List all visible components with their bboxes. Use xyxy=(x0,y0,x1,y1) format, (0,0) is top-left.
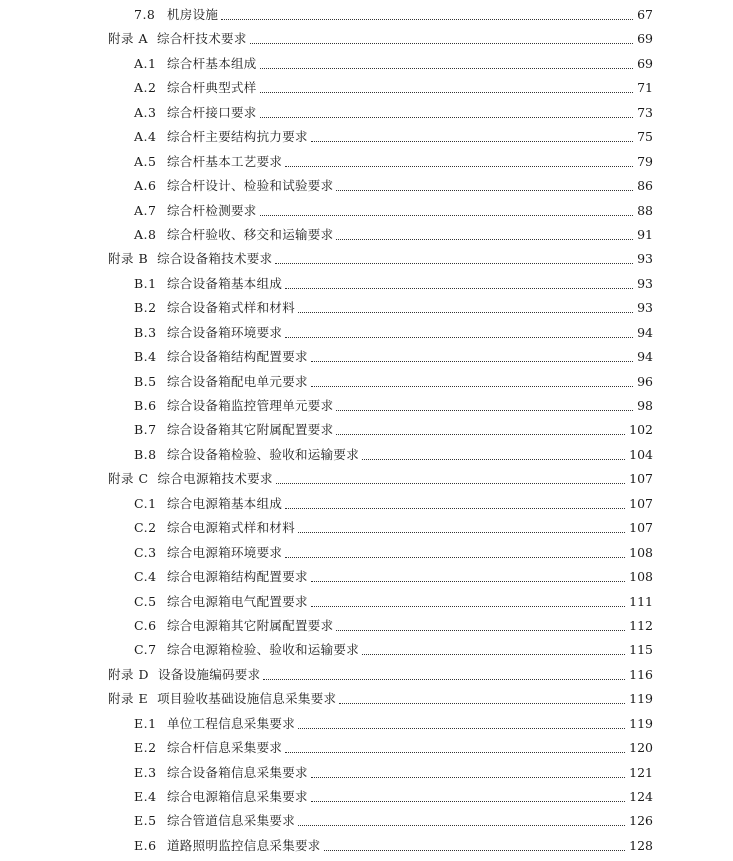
toc-entry-number: B.7 xyxy=(134,422,157,438)
toc-entry-heading xyxy=(134,52,257,76)
toc-dot-leader xyxy=(311,384,633,387)
toc-entry-number: C.4 xyxy=(134,569,157,585)
toc-entry-title: 综合电源箱技术要求 xyxy=(157,471,273,487)
toc-entry-title: 综合电源箱结构配置要求 xyxy=(167,569,308,585)
toc-entry-heading xyxy=(134,223,333,247)
toc-entry-page-number: 93 xyxy=(637,251,653,267)
toc-dot-leader xyxy=(285,164,633,167)
toc-entry-number: C.7 xyxy=(134,642,157,658)
toc-entry-heading xyxy=(134,150,282,174)
toc-entry-title: 综合电源箱信息采集要求 xyxy=(167,789,308,804)
toc-dot-leader xyxy=(285,286,633,289)
toc-dot-leader xyxy=(362,457,625,460)
toc-entry-title: 综合杆信息采集要求 xyxy=(167,740,283,756)
toc-entry-title: 综合杆设计、检验和试验要求 xyxy=(167,178,334,194)
toc-entry-heading xyxy=(108,27,247,51)
toc-dot-leader xyxy=(324,848,626,851)
toc-entry-heading xyxy=(108,687,336,711)
toc-section-entry[interactable] xyxy=(0,321,733,345)
toc-entry-heading xyxy=(134,614,333,638)
toc-section-entry[interactable] xyxy=(0,394,733,418)
toc-entry-number: 7.8 xyxy=(134,7,156,22)
toc-dot-leader xyxy=(263,677,625,680)
toc-entry-heading xyxy=(134,809,295,833)
toc-entry-title: 综合电源箱环境要求 xyxy=(167,544,283,560)
toc-dot-leader xyxy=(298,530,625,533)
toc-entry-page-number: 119 xyxy=(629,715,653,731)
toc-entry-number: E.4 xyxy=(134,789,157,804)
toc-section-entry[interactable] xyxy=(0,590,733,614)
toc-entry-number: C.6 xyxy=(134,617,157,633)
toc-entry-title: 项目验收基础设施信息采集要求 xyxy=(157,691,337,707)
toc-entry-heading xyxy=(134,3,218,27)
toc-entry-page-number: 73 xyxy=(637,104,653,120)
toc-dot-leader xyxy=(298,726,625,729)
toc-section-entry[interactable] xyxy=(0,150,733,174)
toc-entry-title: 设备设施编码要求 xyxy=(158,666,261,682)
toc-entry-title: 综合设备箱检验、验收和运输要求 xyxy=(167,446,360,462)
toc-entry-page-number: 111 xyxy=(629,593,653,609)
toc-section-entry[interactable] xyxy=(0,272,733,296)
toc-entry-page-number: 115 xyxy=(629,642,653,658)
toc-entry-heading xyxy=(134,443,359,467)
toc-entry-title: 综合设备箱信息采集要求 xyxy=(167,764,308,780)
toc-dot-leader xyxy=(276,481,625,484)
toc-section-entry[interactable] xyxy=(0,736,733,760)
toc-entry-title: 单位工程信息采集要求 xyxy=(167,715,296,731)
toc-entry-number: 附录 B xyxy=(108,251,149,267)
toc-section-entry[interactable] xyxy=(0,418,733,442)
toc-entry-number: E.2 xyxy=(134,740,157,756)
toc-entry-page-number: 107 xyxy=(629,495,653,511)
toc-dot-leader xyxy=(336,408,633,411)
toc-section-entry[interactable] xyxy=(0,76,733,100)
toc-entry-page-number: 96 xyxy=(637,373,653,389)
toc-entry-title: 综合电源箱其它附属配置要求 xyxy=(167,617,334,633)
toc-section-entry[interactable] xyxy=(0,614,733,638)
toc-entry-page-number: 124 xyxy=(629,789,653,804)
toc-entry-heading xyxy=(134,296,295,320)
toc-entry-title: 综合设备箱配电单元要求 xyxy=(167,373,308,389)
toc-entry-number: A.5 xyxy=(134,153,157,169)
toc-dot-leader xyxy=(285,555,625,558)
toc-entry-number: B.6 xyxy=(134,398,157,413)
toc-entry-page-number: 108 xyxy=(629,569,653,585)
toc-entry-number: A.6 xyxy=(134,178,157,194)
toc-entry-heading xyxy=(134,590,308,614)
toc-section-entry[interactable] xyxy=(0,516,733,540)
toc-dot-leader xyxy=(285,335,633,338)
toc-entry-page-number: 121 xyxy=(629,764,653,780)
toc-entry-number: B.3 xyxy=(134,324,157,340)
toc-entry-page-number: 79 xyxy=(637,153,653,169)
toc-entry-page-number: 108 xyxy=(629,544,653,560)
toc-entry-number: A.3 xyxy=(134,104,157,120)
toc-entry-title: 机房设施 xyxy=(167,7,219,22)
toc-section-entry[interactable] xyxy=(0,370,733,394)
toc-dot-leader xyxy=(260,115,633,118)
toc-entry-page-number: 88 xyxy=(637,202,653,218)
toc-section-entry[interactable] xyxy=(0,638,733,662)
toc-entry-number: B.1 xyxy=(134,275,157,291)
toc-entry-number: C.5 xyxy=(134,593,157,609)
toc-dot-leader xyxy=(339,701,625,704)
toc-entry-number: 附录 C xyxy=(108,471,149,487)
toc-entry-number: B.5 xyxy=(134,373,157,389)
toc-dot-leader xyxy=(250,41,633,44)
toc-entry-title: 综合杆主要结构抗力要求 xyxy=(167,129,308,145)
toc-entry-page-number: 112 xyxy=(629,617,653,633)
toc-dot-leader xyxy=(336,237,633,240)
toc-entry-heading xyxy=(134,418,333,442)
toc-dot-leader xyxy=(285,750,625,753)
toc-appendix-entry[interactable] xyxy=(0,663,733,687)
toc-entry-page-number: 91 xyxy=(637,226,653,242)
toc-entry-title: 综合杆接口要求 xyxy=(167,104,257,120)
toc-entry-page-number: 67 xyxy=(637,7,653,22)
toc-entry-heading xyxy=(134,125,308,149)
toc-entry-page-number: 69 xyxy=(637,31,653,47)
toc-section-entry[interactable] xyxy=(0,712,733,736)
toc-section-entry[interactable] xyxy=(0,174,733,198)
toc-dot-leader xyxy=(311,579,625,582)
toc-entry-heading xyxy=(134,736,282,760)
toc-entry-title: 综合电源箱检验、验收和运输要求 xyxy=(167,642,360,658)
toc-dot-leader xyxy=(311,139,633,142)
toc-entry-number: C.1 xyxy=(134,495,157,511)
toc-entry-heading xyxy=(108,247,272,271)
toc-entry-heading xyxy=(134,321,282,345)
toc-section-entry[interactable] xyxy=(0,785,733,809)
toc-entry-number: A.8 xyxy=(134,226,157,242)
toc-section-entry[interactable] xyxy=(0,809,733,833)
toc-entry-heading xyxy=(134,785,308,809)
toc-entry-heading xyxy=(134,638,359,662)
toc-entry-page-number: 93 xyxy=(637,275,653,291)
toc-entry-title: 综合设备箱式样和材料 xyxy=(167,300,296,316)
toc-appendix-entry[interactable] xyxy=(0,687,733,711)
toc-entry-number: A.4 xyxy=(134,129,157,145)
toc-entry-title: 综合电源箱基本组成 xyxy=(167,495,283,511)
toc-section-entry[interactable] xyxy=(0,834,733,858)
toc-entry-heading xyxy=(134,394,333,418)
toc-entry-heading xyxy=(134,761,308,785)
table-of-contents xyxy=(0,3,733,858)
toc-dot-leader xyxy=(298,823,625,826)
toc-entry-number: 附录 D xyxy=(108,666,149,682)
toc-entry-number: A.7 xyxy=(134,202,157,218)
toc-section-entry[interactable] xyxy=(0,296,733,320)
toc-entry-title: 综合杆典型式样 xyxy=(167,80,257,96)
toc-entry-title: 综合设备箱基本组成 xyxy=(167,275,283,291)
toc-entry-page-number: 86 xyxy=(637,178,653,194)
toc-entry-heading xyxy=(134,712,295,736)
toc-entry-number: E.1 xyxy=(134,715,157,731)
toc-dot-leader xyxy=(362,652,625,655)
toc-entry-title: 综合设备箱监控管理单元要求 xyxy=(167,398,334,413)
toc-entry-page-number: 98 xyxy=(637,398,653,413)
toc-entry-title: 综合设备箱环境要求 xyxy=(167,324,283,340)
toc-entry-page-number: 102 xyxy=(629,422,653,438)
toc-section-entry[interactable] xyxy=(0,565,733,589)
toc-appendix-entry[interactable] xyxy=(0,247,733,271)
toc-section-entry[interactable] xyxy=(0,761,733,785)
toc-dot-leader xyxy=(260,66,633,69)
toc-dot-leader xyxy=(260,90,633,93)
toc-dot-leader xyxy=(311,799,625,802)
toc-entry-number: E.3 xyxy=(134,764,157,780)
toc-entry-page-number: 107 xyxy=(629,471,653,487)
toc-dot-leader xyxy=(298,310,633,313)
toc-entry-page-number: 104 xyxy=(629,446,653,462)
toc-entry-heading xyxy=(134,834,321,858)
toc-dot-leader xyxy=(311,359,633,362)
toc-appendix-entry[interactable] xyxy=(0,467,733,491)
toc-section-entry[interactable] xyxy=(0,52,733,76)
toc-section-entry[interactable] xyxy=(0,101,733,125)
toc-dot-leader xyxy=(285,506,625,509)
toc-entry-number: 附录 E xyxy=(108,691,149,707)
toc-entry-heading xyxy=(134,174,333,198)
toc-entry-number: B.8 xyxy=(134,446,157,462)
toc-entry-page-number: 128 xyxy=(629,837,653,853)
toc-entry-heading xyxy=(134,565,308,589)
toc-entry-heading xyxy=(134,345,308,369)
toc-entry-page-number: 93 xyxy=(637,300,653,316)
toc-entry-number: A.1 xyxy=(134,55,157,71)
toc-entry-title: 综合杆检测要求 xyxy=(167,202,257,218)
toc-entry-number: A.2 xyxy=(134,80,157,96)
toc-dot-leader xyxy=(275,261,633,264)
toc-entry-title: 综合杆验收、移交和运输要求 xyxy=(167,226,334,242)
toc-entry-heading xyxy=(134,516,295,540)
toc-entry-number: 附录 A xyxy=(108,31,149,47)
toc-dot-leader xyxy=(311,604,625,607)
toc-dot-leader xyxy=(221,17,633,20)
toc-entry-heading xyxy=(134,370,308,394)
toc-dot-leader xyxy=(336,432,625,435)
toc-entry-heading xyxy=(134,101,257,125)
toc-entry-heading xyxy=(134,76,257,100)
toc-entry-heading xyxy=(134,541,282,565)
toc-dot-leader xyxy=(311,775,625,778)
toc-entry-page-number: 69 xyxy=(637,55,653,71)
toc-section-entry[interactable] xyxy=(0,443,733,467)
toc-section-entry[interactable] xyxy=(0,345,733,369)
toc-entry-heading xyxy=(134,199,257,223)
toc-entry-heading xyxy=(134,492,282,516)
toc-entry-page-number: 75 xyxy=(637,129,653,145)
toc-dot-leader xyxy=(336,188,633,191)
toc-dot-leader xyxy=(260,213,633,216)
toc-entry-page-number: 126 xyxy=(629,813,653,829)
toc-entry-title: 道路照明监控信息采集要求 xyxy=(167,837,321,853)
toc-entry-title: 综合管道信息采集要求 xyxy=(167,813,296,829)
toc-entry-number: B.2 xyxy=(134,300,157,316)
toc-section-entry[interactable] xyxy=(0,541,733,565)
toc-entry-page-number: 94 xyxy=(637,324,653,340)
toc-section-entry[interactable] xyxy=(0,199,733,223)
toc-entry-title: 综合设备箱技术要求 xyxy=(157,251,273,267)
toc-entry-title: 综合电源箱式样和材料 xyxy=(167,520,296,536)
toc-entry-number: E.5 xyxy=(134,813,157,829)
toc-entry-page-number: 71 xyxy=(637,80,653,96)
toc-entry-title: 综合电源箱电气配置要求 xyxy=(167,593,308,609)
toc-entry-number: C.2 xyxy=(134,520,157,536)
toc-section-entry[interactable] xyxy=(0,492,733,516)
toc-entry-title: 综合设备箱其它附属配置要求 xyxy=(167,422,334,438)
toc-entry-page-number: 116 xyxy=(629,666,653,682)
toc-dot-leader xyxy=(336,628,625,631)
toc-entry-title: 综合杆技术要求 xyxy=(157,31,247,47)
toc-entry-page-number: 119 xyxy=(629,691,653,707)
toc-appendix-entry[interactable] xyxy=(0,27,733,51)
toc-entry-title: 综合杆基本组成 xyxy=(167,55,257,71)
toc-entry-title: 综合设备箱结构配置要求 xyxy=(167,349,308,365)
toc-entry-title: 综合杆基本工艺要求 xyxy=(167,153,283,169)
toc-section-entry[interactable] xyxy=(0,125,733,149)
toc-entry-number: B.4 xyxy=(134,349,157,365)
toc-entry-number: C.3 xyxy=(134,544,157,560)
toc-entry-heading xyxy=(108,467,273,491)
toc-section-entry[interactable] xyxy=(0,3,733,27)
toc-entry-number: E.6 xyxy=(134,837,157,853)
toc-entry-page-number: 120 xyxy=(629,740,653,756)
toc-section-entry[interactable] xyxy=(0,223,733,247)
toc-entry-heading xyxy=(108,663,260,687)
toc-entry-page-number: 107 xyxy=(629,520,653,536)
toc-entry-heading xyxy=(134,272,282,296)
toc-entry-page-number: 94 xyxy=(637,349,653,365)
